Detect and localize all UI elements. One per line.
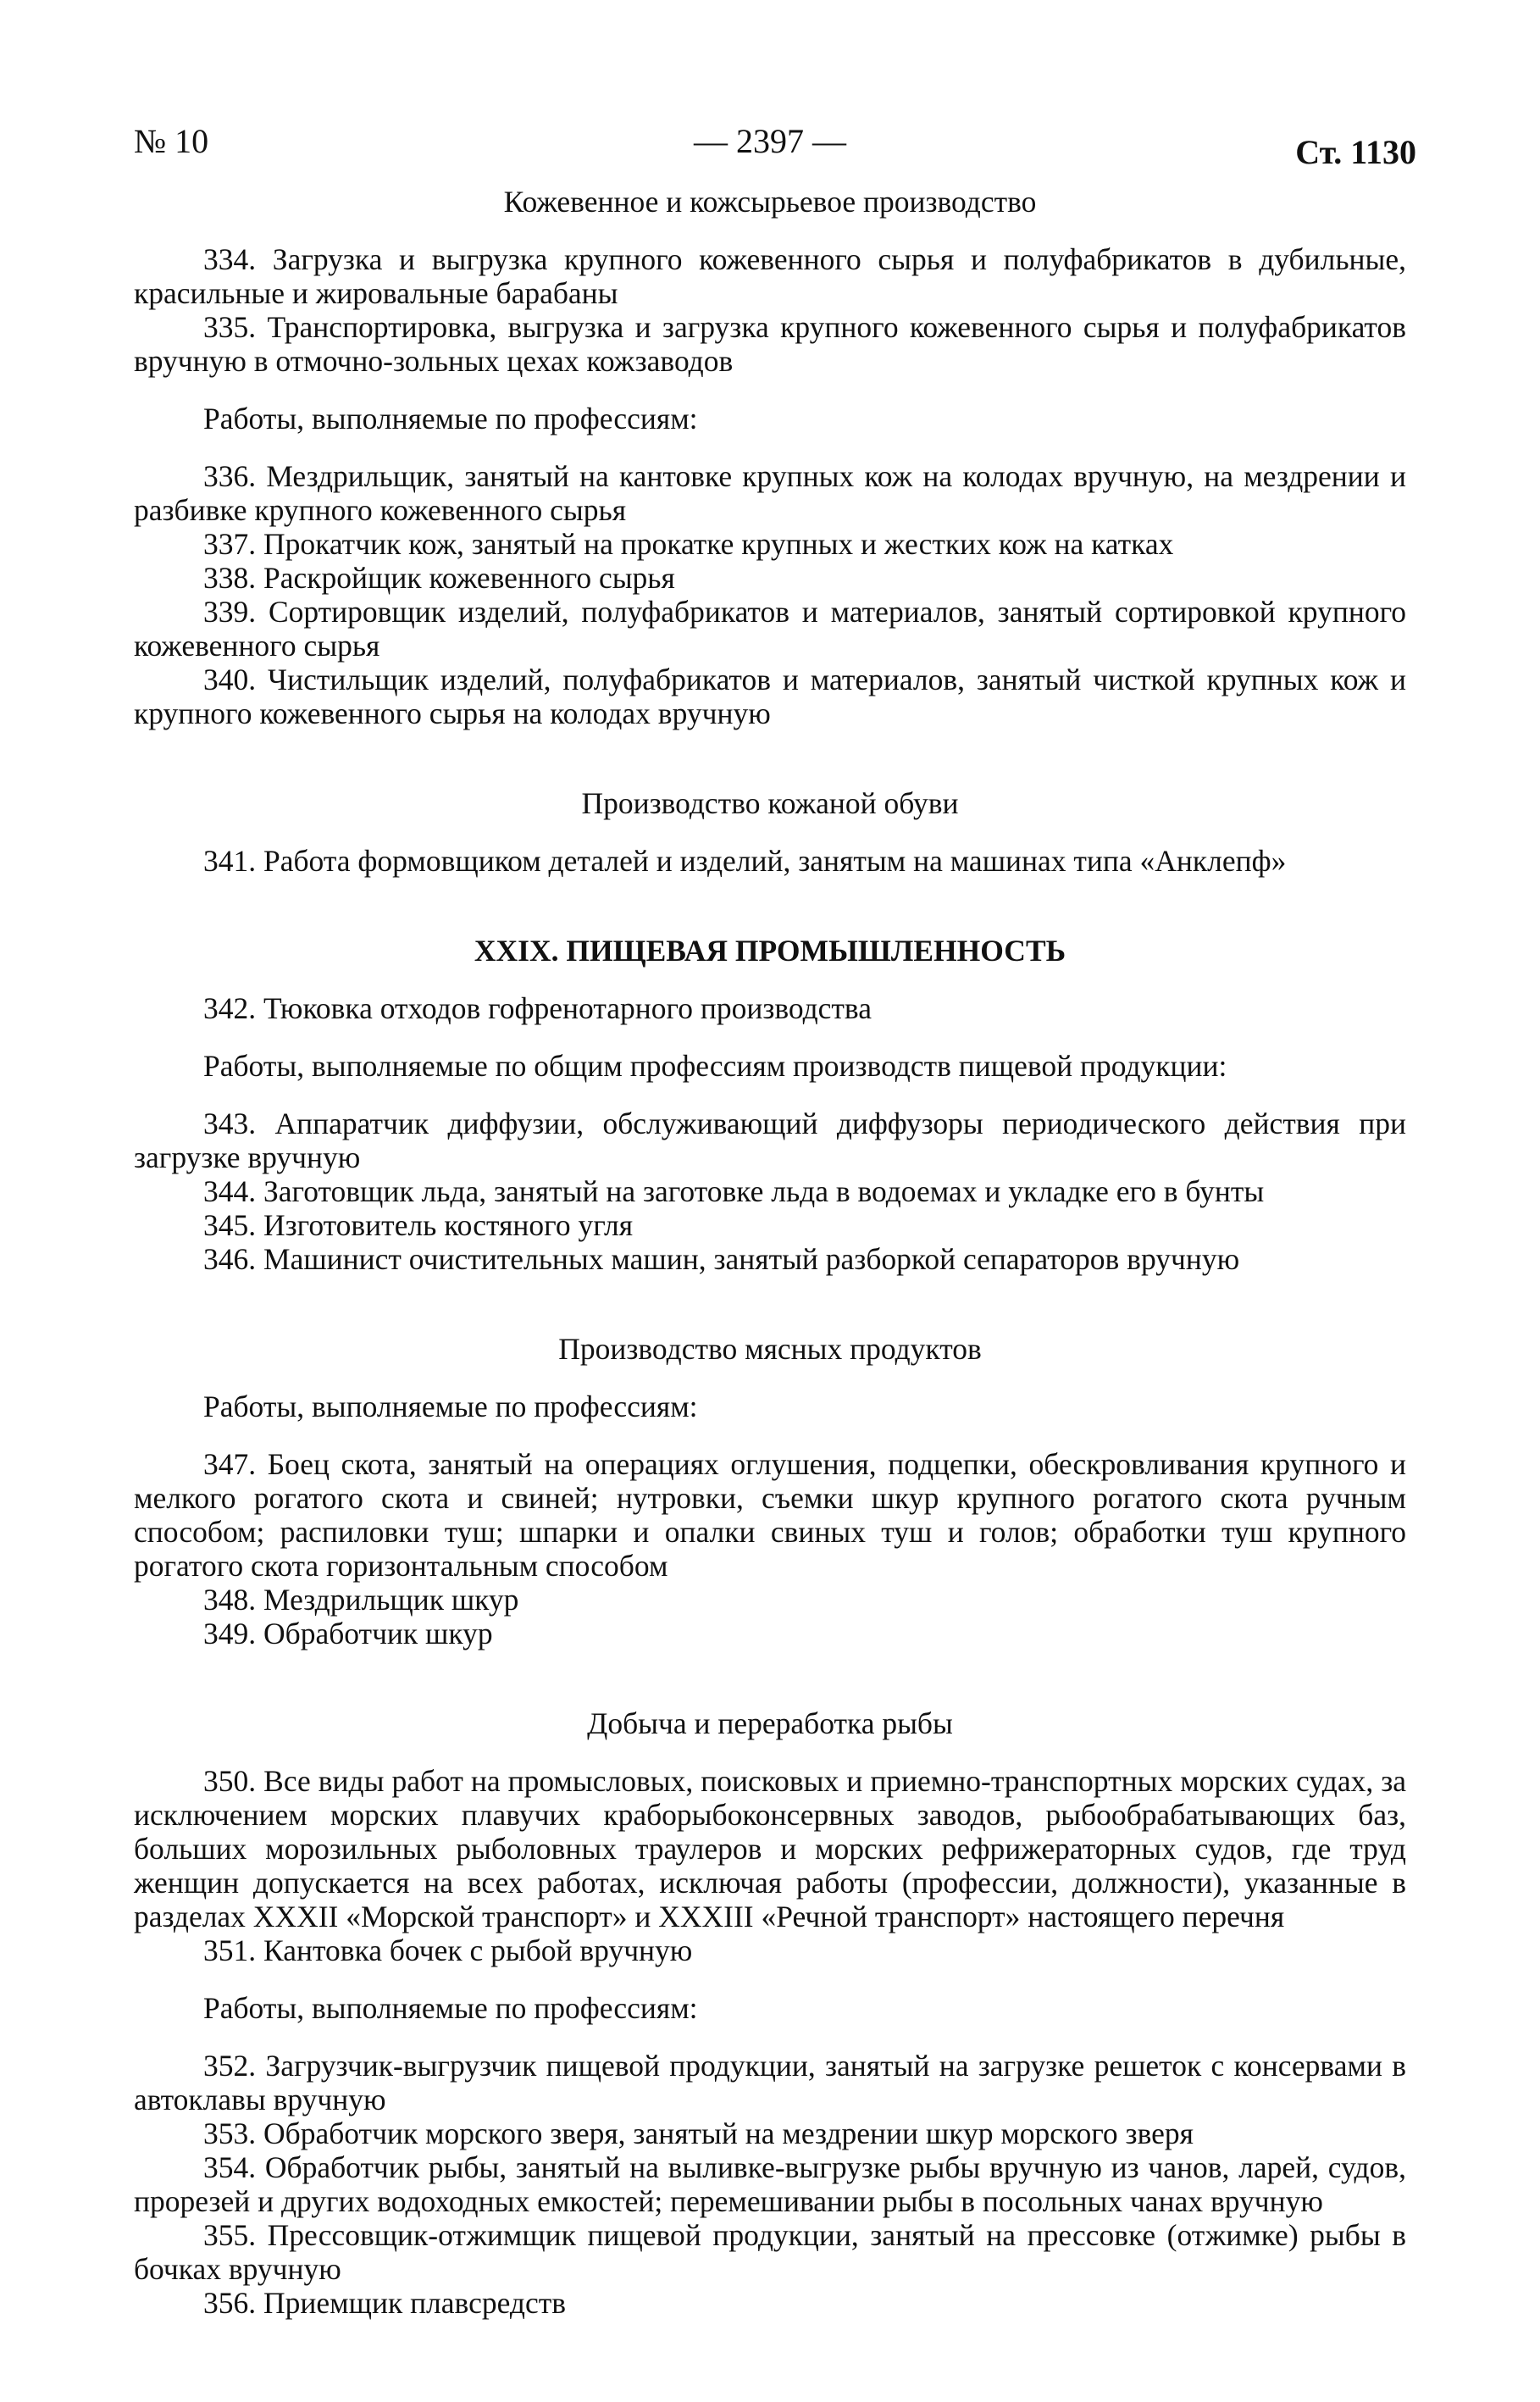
list-item: 342. Тюковка отходов гофренотарного производства bbox=[203, 991, 872, 1025]
list-item: 346. Машинист очистительных машин, занятый разборкой сепараторов вручную bbox=[203, 1242, 1240, 1276]
issue-number: № 10 bbox=[134, 122, 209, 160]
list-item: 339. Сортировщик изделий, полуфабрикатов и материалов, занятый сортировкой крупного кожевенного сырья bbox=[134, 595, 1406, 663]
list-item: 355. Прессовщик-отжимщик пищевой продукции, занятый на прессовке (отжимке) рыбы в бочках вручную bbox=[134, 2218, 1406, 2286]
subsection-lead: Работы, выполняемые по профессиям: bbox=[203, 1390, 698, 1423]
section-heading-leather-raw: Кожевенное и кожсырьевое производство bbox=[503, 185, 1037, 219]
list-item: 341. Работа формовщиком деталей и изделий, занятым на машинах типа «Анклепф» bbox=[203, 844, 1287, 878]
list-item: 350. Все виды работ на промысловых, поисковых и приемно-транспортных морских судах, за исключением морских плавучих краборыбоконсервных заводов, рыбообрабатывающих баз, больших морозильных рыболовных траулеров и морских рефрижераторных судов, где труд женщин допускается на всех работах, исключая работы (профессии, должности), указанные в разделах XXXII «Морской транспорт» и XXXIII «Речной транспорт» настоящего перечня bbox=[134, 1764, 1406, 1933]
subsection-lead: Работы, выполняемые по профессиям: bbox=[203, 1991, 698, 2025]
subsection-lead: Работы, выполняемые по профессиям: bbox=[203, 402, 698, 435]
list-item: 351. Кантовка бочек с рыбой вручную bbox=[203, 1933, 693, 1967]
section-heading-meat: Производство мясных продуктов bbox=[558, 1332, 982, 1366]
document-body bbox=[134, 185, 1406, 2320]
section-heading-shoes: Производство кожаной обуви bbox=[581, 786, 959, 820]
list-item: 336. Мездрильщик, занятый на кантовке крупных кож на колодах вручную, на мездрении и разбивке крупного кожевенного сырья bbox=[134, 459, 1406, 527]
list-item: 334. Загрузка и выгрузка крупного кожевенного сырья и полуфабрикатов в дубильные, красильные и жировальные барабаны bbox=[134, 242, 1406, 310]
section-heading-food-industry: XXIX. ПИЩЕВАЯ ПРОМЫШЛЕННОСТЬ bbox=[474, 934, 1066, 968]
section-heading-fish: Добыча и переработка рыбы bbox=[587, 1706, 953, 1740]
list-item: 356. Приемщик плавсредств bbox=[203, 2286, 566, 2320]
list-item: 353. Обработчик морского зверя, занятый на мездрении шкур морского зверя bbox=[203, 2116, 1194, 2150]
list-item: 352. Загрузчик-выгрузчик пищевой продукции, занятый на загрузке решеток с консервами в автоклавы вручную bbox=[134, 2049, 1406, 2116]
list-item: 347. Боец скота, занятый на операциях оглушения, подцепки, обескровливания крупного и мелкого рогатого скота и свиней; нутровки, съемки шкур крупного рогатого скота ручным способом; распиловки туш; шпарки и опалки свиных туш и голов; обработки туш крупного рогатого скота горизонтальным способом bbox=[134, 1447, 1406, 1583]
list-item: 338. Раскройщик кожевенного сырья bbox=[203, 561, 675, 595]
article-number: Ст. 1130 bbox=[1295, 133, 1416, 171]
subsection-lead: Работы, выполняемые по общим профессиям производств пищевой продукции: bbox=[203, 1049, 1227, 1083]
list-item: 354. Обработчик рыбы, занятый на выливке-выгрузке рыбы вручную из чанов, ларей, судов, прорезей и других водоходных емкостей; перемешивании рыбы в посольных чанах вручную bbox=[134, 2150, 1406, 2218]
list-item: 340. Чистильщик изделий, полуфабрикатов и материалов, занятый чисткой крупных кож и крупного кожевенного сырья на колодах вручную bbox=[134, 663, 1406, 730]
list-item: 335. Транспортировка, выгрузка и загрузка крупного кожевенного сырья и полуфабрикатов вручную в отмочно-зольных цехах кожзаводов bbox=[134, 310, 1406, 378]
list-item: 343. Аппаратчик диффузии, обслуживающий диффузоры периодического действия при загрузке вручную bbox=[134, 1107, 1406, 1174]
list-item: 349. Обработчик шкур bbox=[203, 1617, 493, 1650]
page-number: — 2397 — bbox=[694, 122, 846, 160]
list-item: 345. Изготовитель костяного угля bbox=[203, 1208, 634, 1242]
list-item: 337. Прокатчик кож, занятый на прокатке крупных и жестких кож на катках bbox=[203, 527, 1174, 561]
list-item: 344. Заготовщик льда, занятый на заготовке льда в водоемах и укладке его в бунты bbox=[203, 1174, 1265, 1208]
list-item: 348. Мездрильщик шкур bbox=[203, 1583, 519, 1617]
